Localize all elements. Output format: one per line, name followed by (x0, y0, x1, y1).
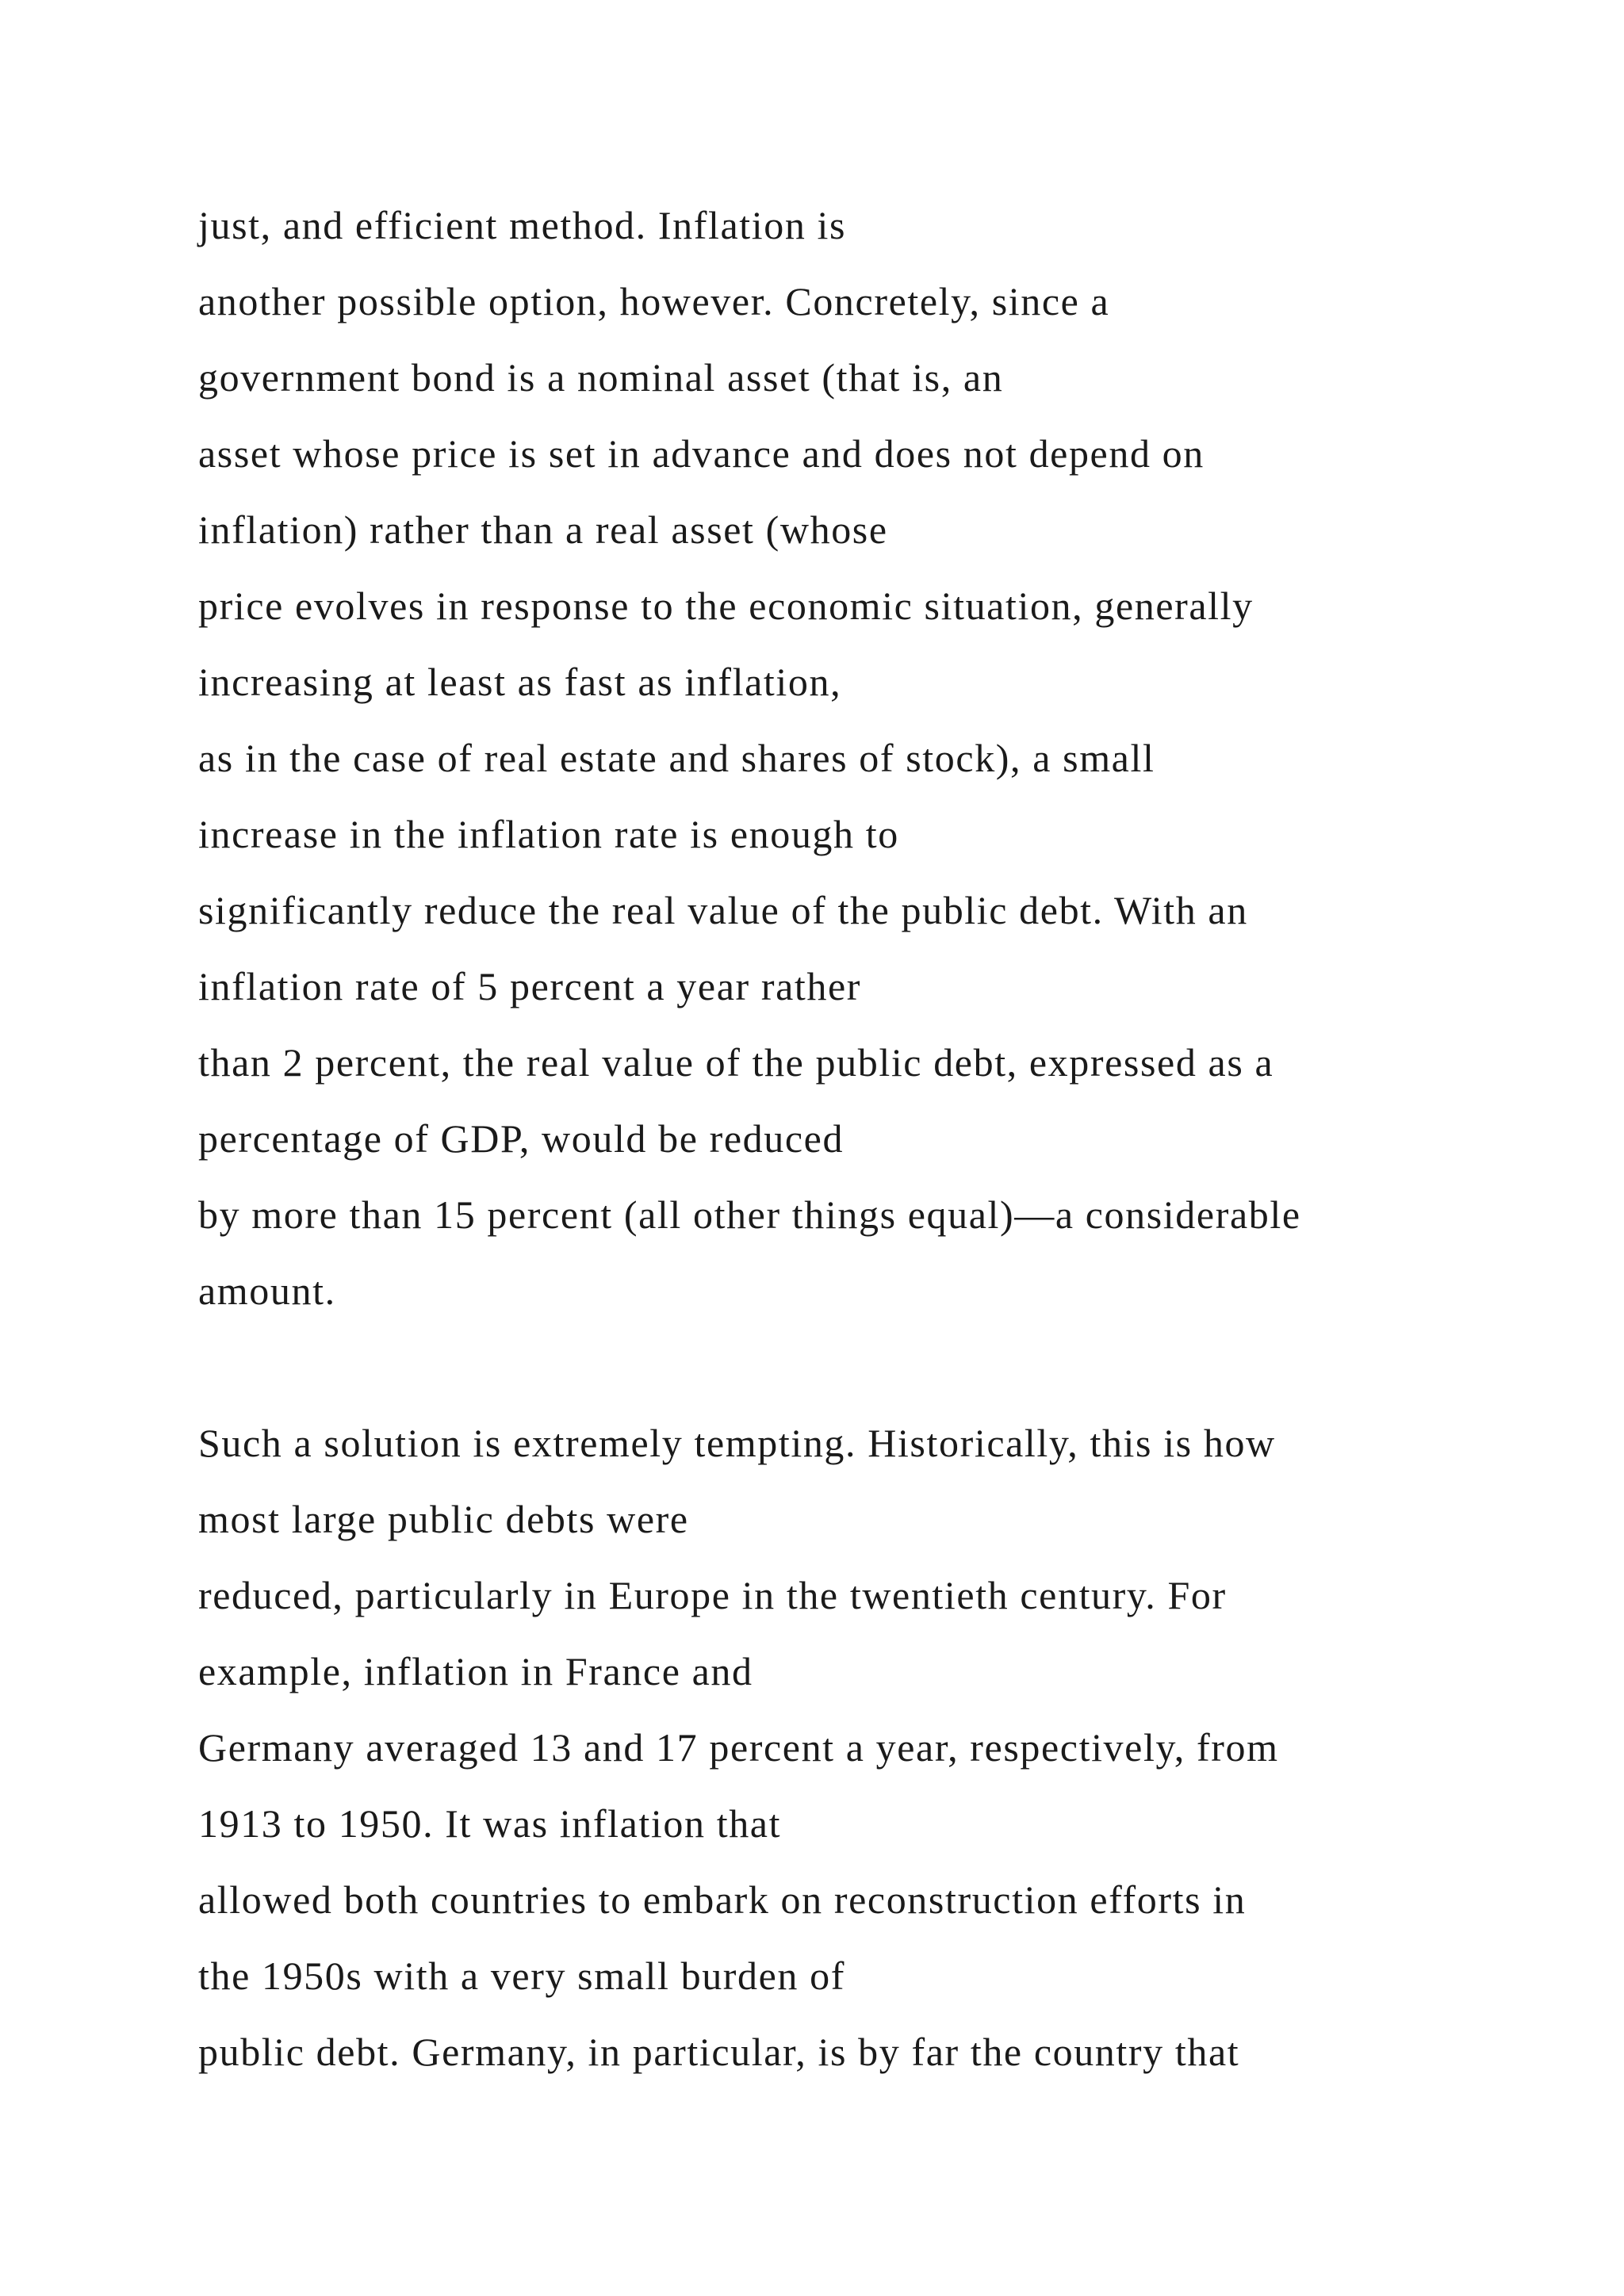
text-line: price evolves in response to the economic situation, generally (198, 584, 1254, 628)
text-line: the 1950s with a very small burden of (198, 1954, 845, 1998)
paragraph-spacer (198, 1329, 1562, 1405)
text-line: inflation rate of 5 percent a year rather (198, 964, 862, 1008)
text-line: most large public debts were (198, 1497, 689, 1541)
text-line: government bond is a nominal asset (that is, an (198, 355, 1004, 400)
body-text (198, 187, 1562, 2090)
text-line: allowed both countries to embark on reconstruction efforts in (198, 1877, 1247, 1922)
text-line: significantly reduce the real value of the public debt. With an (198, 888, 1248, 932)
text-line: reduced, particularly in Europe in the twentieth century. For (198, 1573, 1227, 1617)
text-line: asset whose price is set in advance and does not depend on (198, 431, 1205, 476)
text-line: as in the case of real estate and shares of stock), a small (198, 736, 1155, 780)
paragraph-1 (198, 187, 1562, 1329)
paragraph-2 (198, 1405, 1562, 2090)
text-line: Such a solution is extremely tempting. Historically, this is how (198, 1421, 1276, 1465)
text-line: increase in the inflation rate is enough to (198, 812, 899, 856)
text-line: example, inflation in France and (198, 1649, 753, 1693)
text-line: another possible option, however. Concretely, since a (198, 279, 1110, 323)
text-line: 1913 to 1950. It was inflation that (198, 1801, 782, 1846)
text-line: amount. (198, 1269, 336, 1313)
text-line: by more than 15 percent (all other things equal)—a considerable (198, 1192, 1301, 1237)
text-line: increasing at least as fast as inflation, (198, 660, 842, 704)
text-line: inflation) rather than a real asset (whose (198, 507, 888, 552)
text-line: just, and efficient method. Inflation is (198, 203, 847, 247)
text-line: public debt. Germany, in particular, is by far the country that (198, 2030, 1240, 2074)
text-line: than 2 percent, the real value of the public debt, expressed as a (198, 1040, 1274, 1085)
text-line: percentage of GDP, would be reduced (198, 1116, 845, 1161)
text-line: Germany averaged 13 and 17 percent a year, respectively, from (198, 1725, 1279, 1770)
